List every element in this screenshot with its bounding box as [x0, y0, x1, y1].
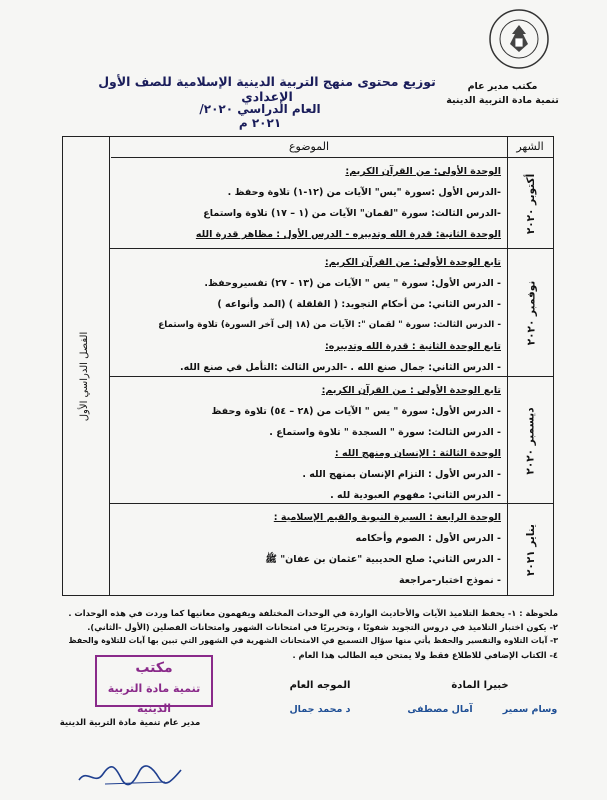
topic-line: -الدرس الثالث: سورة "لقمان" الآيات من (١ – ١٧) تلاوة واستماع: [203, 208, 501, 219]
topic-line: الوحدة الثانية: قدرة الله وتدبيره - الدرس الأول : مظاهر قدرة الله: [195, 229, 501, 240]
stamp-line1: مكتب: [135, 660, 173, 676]
month-december: ديسمبر ٢٠٢٠: [525, 406, 538, 475]
topic-line: - الدرس الأول: سورة " يس " الآيات من (٢٨ – ٥٤) تلاوة وحفظ: [211, 406, 501, 417]
topic-line: تابع الوحدة الأولى : من القرآن الكريم:: [321, 385, 501, 396]
note-line: ٣- آيات التلاوة والتفسير والحفظ يأتي منها سؤال التسميع في الامتحانات الشهرية في الشهور التي تبين بها آيات للتلاوة والحفظ: [68, 636, 558, 645]
curriculum-table: [62, 136, 554, 596]
term-label: الفصل الدراسي الأول: [79, 331, 91, 421]
topic-line: الوحدة الأولى: من القرآن الكريم:: [345, 166, 501, 177]
topic-line: - الدرس الثاني: صلح الحديبية "عثمان بن عفان" ﷺ: [265, 554, 501, 565]
topic-line: الوحدة الرابعة : السيرة النبوية والقيم الإسلامية :: [273, 512, 501, 523]
topic-line: - الدرس الثاني: جمال صنع الله . -الدرس الثالث :التأمل في صنع الله.: [179, 362, 501, 373]
handwritten-signature: [75, 760, 185, 790]
office-line2: تنمية مادة التربية الدينية: [446, 95, 559, 106]
expert1-name: وسام سمير: [502, 704, 558, 715]
topic-line: تابع الوحدة الثانية : قدرة الله وتدبيره:: [324, 341, 501, 352]
document-title: توزيع محتوى منهج التربية الدينية الإسلامية للصف الأول الإعدادي: [98, 74, 436, 104]
topic-line: - الدرس الثاني: من أحكام التجويد: ( القلقلة ) (المد وأنواعه ): [217, 299, 501, 310]
office-line1: مكتب مدير عام: [467, 81, 538, 92]
topic-line: تابع الوحدة الأولى: من القرآن الكريم:: [324, 257, 501, 268]
director-title: الموجه العام: [289, 680, 351, 691]
office-heading: [440, 80, 565, 108]
month-january: يناير ٢٠٢١: [525, 524, 538, 576]
month-october: أكتوبر ٢٠٢٠: [525, 173, 538, 234]
note-line: ٤- الكتاب الإضافي للاطلاع فقط ولا يمتحن فيه الطالب هذا العام .: [292, 650, 558, 660]
topic-line: - الدرس الثاني: مفهوم العبودية لله .: [330, 490, 501, 501]
experts-title: خبيرا المادة: [451, 680, 509, 691]
row-december-content: [111, 378, 507, 506]
note-line: ملحوظة : ١- يحفظ التلاميذ الآيات والأحاديث الواردة في الوحدات المختلفة ويفهمون معانيها كما وردت في هذه الوحدات .: [68, 608, 558, 618]
academic-year: العام الدراسي ٢٠٢٠/ ٢٠٢١ م: [199, 102, 321, 130]
row-january-content: [111, 505, 507, 591]
ministry-logo: [488, 8, 550, 70]
note-line: ٢- يكون اختبار التلاميذ في دروس التجويد شفويًا ، وتحريريًا في امتحانات الشهور وامتحانات الفصلين (الأول -الثاني).: [87, 622, 558, 632]
expert2-name: آمال مصطفى: [407, 704, 473, 715]
notes-section: [62, 606, 558, 662]
month-november: نوفمبر ٢٠٢٠: [525, 280, 537, 346]
topic-line: - الدرس الثالث: سورة " لقمان ": الآيات من (١٨ إلى آخر السورة) تلاوة واستماع: [158, 320, 501, 330]
topic-line: الوحدة الثالثة : الإنسان ومنهج الله :: [334, 448, 501, 459]
topic-line: - الدرس الأول: سورة " يس " الآيات من (١٣ - ٢٧) تفسيروحفظ.: [204, 278, 501, 289]
topic-line: - نموذج اختبار-مراجعة: [398, 575, 501, 586]
header-topic: الموضوع: [111, 137, 507, 158]
topic-line: -الدرس الأول :سورة "يس" الآيات من (١٢-١) تلاوة وحفظ .: [227, 187, 501, 198]
row-november-content: [111, 250, 507, 378]
stamp-line2: تنمية مادة التربية الدينية: [107, 682, 201, 715]
topic-line: - الدرس الثالث: سورة " السجدة " تلاوة واستماع .: [269, 427, 501, 438]
row-october-content: [111, 159, 507, 245]
header-month: الشهر: [507, 137, 553, 158]
topic-line: - الدرس الأول : الصوم وأحكامه: [355, 533, 501, 544]
office-stamp: [95, 655, 213, 715]
topic-line: - الدرس الأول : التزام الإنسان بمنهج الله .: [302, 469, 501, 480]
director-name: د محمد جمال: [289, 704, 351, 715]
stamp-caption: مدير عام تنمية مادة التربية الدينية: [59, 718, 201, 728]
